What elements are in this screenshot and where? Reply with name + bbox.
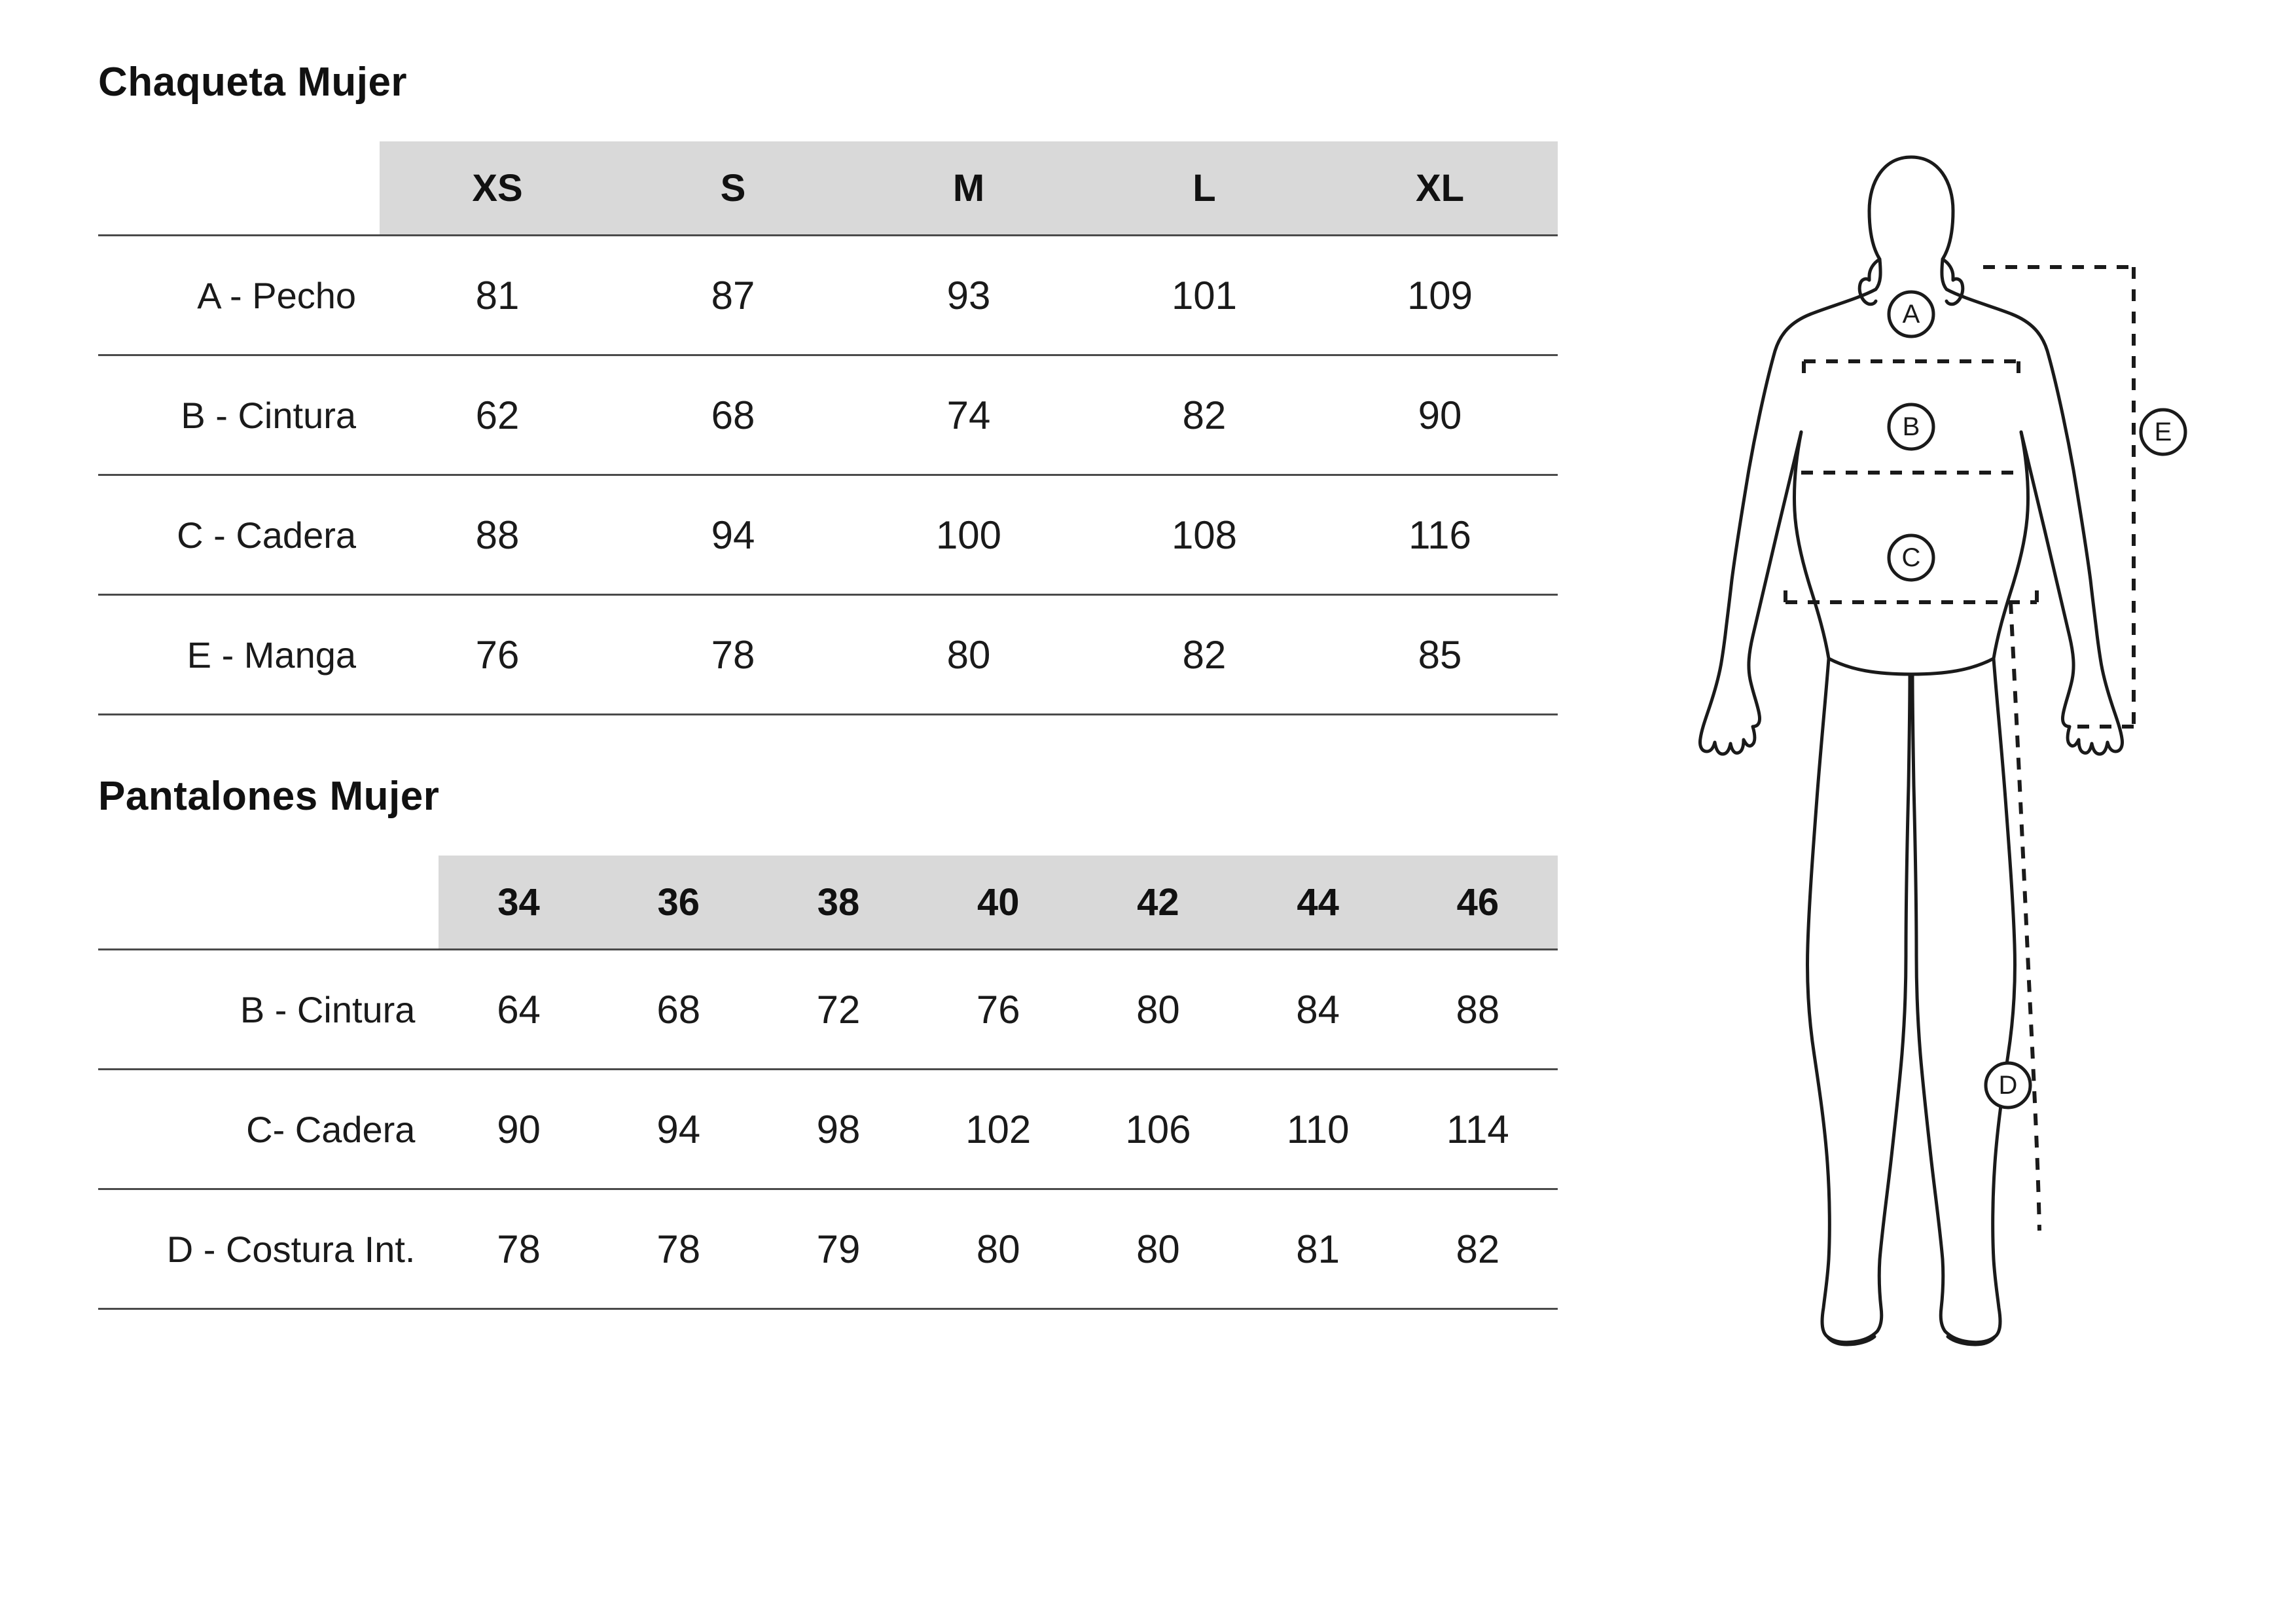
cell-manga-l: 82 (1086, 595, 1322, 715)
column-header-38: 38 (759, 856, 918, 950)
cell-pecho-l: 101 (1086, 236, 1322, 355)
cell-pecho-xs: 81 (380, 236, 615, 355)
marker-e (2141, 410, 2185, 454)
cell-manga-xs: 76 (380, 595, 615, 715)
cell-costura-46: 82 (1398, 1189, 1558, 1309)
table-row (98, 950, 1558, 1070)
cell-costura-44: 81 (1238, 1189, 1398, 1309)
column-header-xl: XL (1322, 141, 1558, 236)
marker-d (1986, 1063, 2030, 1108)
cell-cintura-40: 76 (918, 950, 1078, 1070)
cell-cadera-xl: 116 (1322, 475, 1558, 595)
table-corner-cell (98, 141, 380, 236)
cell-cadera-42: 106 (1078, 1070, 1238, 1189)
column-header-l: L (1086, 141, 1322, 236)
cell-costura-38: 79 (759, 1189, 918, 1309)
row-label-cadera: C - Cadera (98, 475, 380, 595)
cell-cintura-38: 72 (759, 950, 918, 1070)
cell-manga-xl: 85 (1322, 595, 1558, 715)
row-label-manga: E - Manga (98, 595, 380, 715)
cell-cadera-46: 114 (1398, 1070, 1558, 1189)
table-pantalones (98, 856, 1558, 1310)
female-body-diagram-svg (1676, 118, 2212, 1460)
table-pantalones-body (98, 950, 1558, 1309)
cell-manga-s: 78 (615, 595, 851, 715)
table-row (98, 1189, 1558, 1309)
cell-cintura-42: 80 (1078, 950, 1238, 1070)
column-header-44: 44 (1238, 856, 1398, 950)
cell-cadera-36: 94 (599, 1070, 759, 1189)
cell-cintura-s: 68 (615, 355, 851, 475)
table-header-row (98, 856, 1558, 950)
table-pantalones-header (98, 856, 1558, 950)
table-chaqueta (98, 141, 1558, 715)
cell-costura-40: 80 (918, 1189, 1078, 1309)
guide-line-d (2011, 602, 2039, 1231)
column-header-s: S (615, 141, 851, 236)
cell-cadera-34: 90 (439, 1070, 598, 1189)
row-label-cintura: B - Cintura (98, 950, 439, 1070)
column-header-46: 46 (1398, 856, 1558, 950)
cell-cintura-46: 88 (1398, 950, 1558, 1070)
cell-cintura-xl: 90 (1322, 355, 1558, 475)
column-header-34: 34 (439, 856, 598, 950)
cell-cadera-s: 94 (615, 475, 851, 595)
cell-cadera-44: 110 (1238, 1070, 1398, 1189)
measurement-figure (1676, 118, 2212, 1492)
row-label-cintura: B - Cintura (98, 355, 380, 475)
table-chaqueta-header (98, 141, 1558, 236)
marker-a-label: A (1902, 300, 1920, 329)
column-header-xs: XS (380, 141, 615, 236)
cell-pecho-s: 87 (615, 236, 851, 355)
cell-costura-34: 78 (439, 1189, 598, 1309)
cell-manga-m: 80 (851, 595, 1086, 715)
table-row (98, 1070, 1558, 1189)
table-corner-cell (98, 856, 439, 950)
row-label-costura-interior: D - Costura Int. (98, 1189, 439, 1309)
column-header-40: 40 (918, 856, 1078, 950)
cell-costura-36: 78 (599, 1189, 759, 1309)
row-label-pecho: A - Pecho (98, 236, 380, 355)
cell-pecho-xl: 109 (1322, 236, 1558, 355)
measurement-markers (1889, 292, 2185, 1108)
marker-a (1889, 292, 1933, 336)
marker-e-label: E (2154, 418, 2172, 446)
cell-cadera-38: 98 (759, 1070, 918, 1189)
cell-costura-42: 80 (1078, 1189, 1238, 1309)
cell-cadera-40: 102 (918, 1070, 1078, 1189)
page-title-pantalones: Pantalones Mujer (98, 774, 440, 819)
cell-cadera-l: 108 (1086, 475, 1322, 595)
column-header-42: 42 (1078, 856, 1238, 950)
cell-cadera-m: 100 (851, 475, 1086, 595)
tables-column (98, 39, 1564, 1310)
column-header-36: 36 (599, 856, 759, 950)
table-row (98, 595, 1558, 715)
cell-cintura-34: 64 (439, 950, 598, 1070)
table-header-row (98, 141, 1558, 236)
marker-d-label: D (1998, 1071, 2018, 1100)
table-row (98, 236, 1558, 355)
cell-cintura-xs: 62 (380, 355, 615, 475)
row-label-cadera: C- Cadera (98, 1070, 439, 1189)
marker-b (1889, 405, 1933, 449)
column-header-m: M (851, 141, 1086, 236)
table-chaqueta-body (98, 236, 1558, 715)
cell-cintura-44: 84 (1238, 950, 1398, 1070)
marker-c-label: C (1901, 543, 1921, 572)
marker-b-label: B (1902, 412, 1920, 441)
table-row (98, 355, 1558, 475)
cell-cintura-l: 82 (1086, 355, 1322, 475)
table-row (98, 475, 1558, 595)
cell-cintura-m: 74 (851, 355, 1086, 475)
cell-cintura-36: 68 (599, 950, 759, 1070)
page-title-chaqueta: Chaqueta Mujer (98, 60, 408, 105)
cell-pecho-m: 93 (851, 236, 1086, 355)
cell-cadera-xs: 88 (380, 475, 615, 595)
marker-c (1889, 535, 1933, 580)
